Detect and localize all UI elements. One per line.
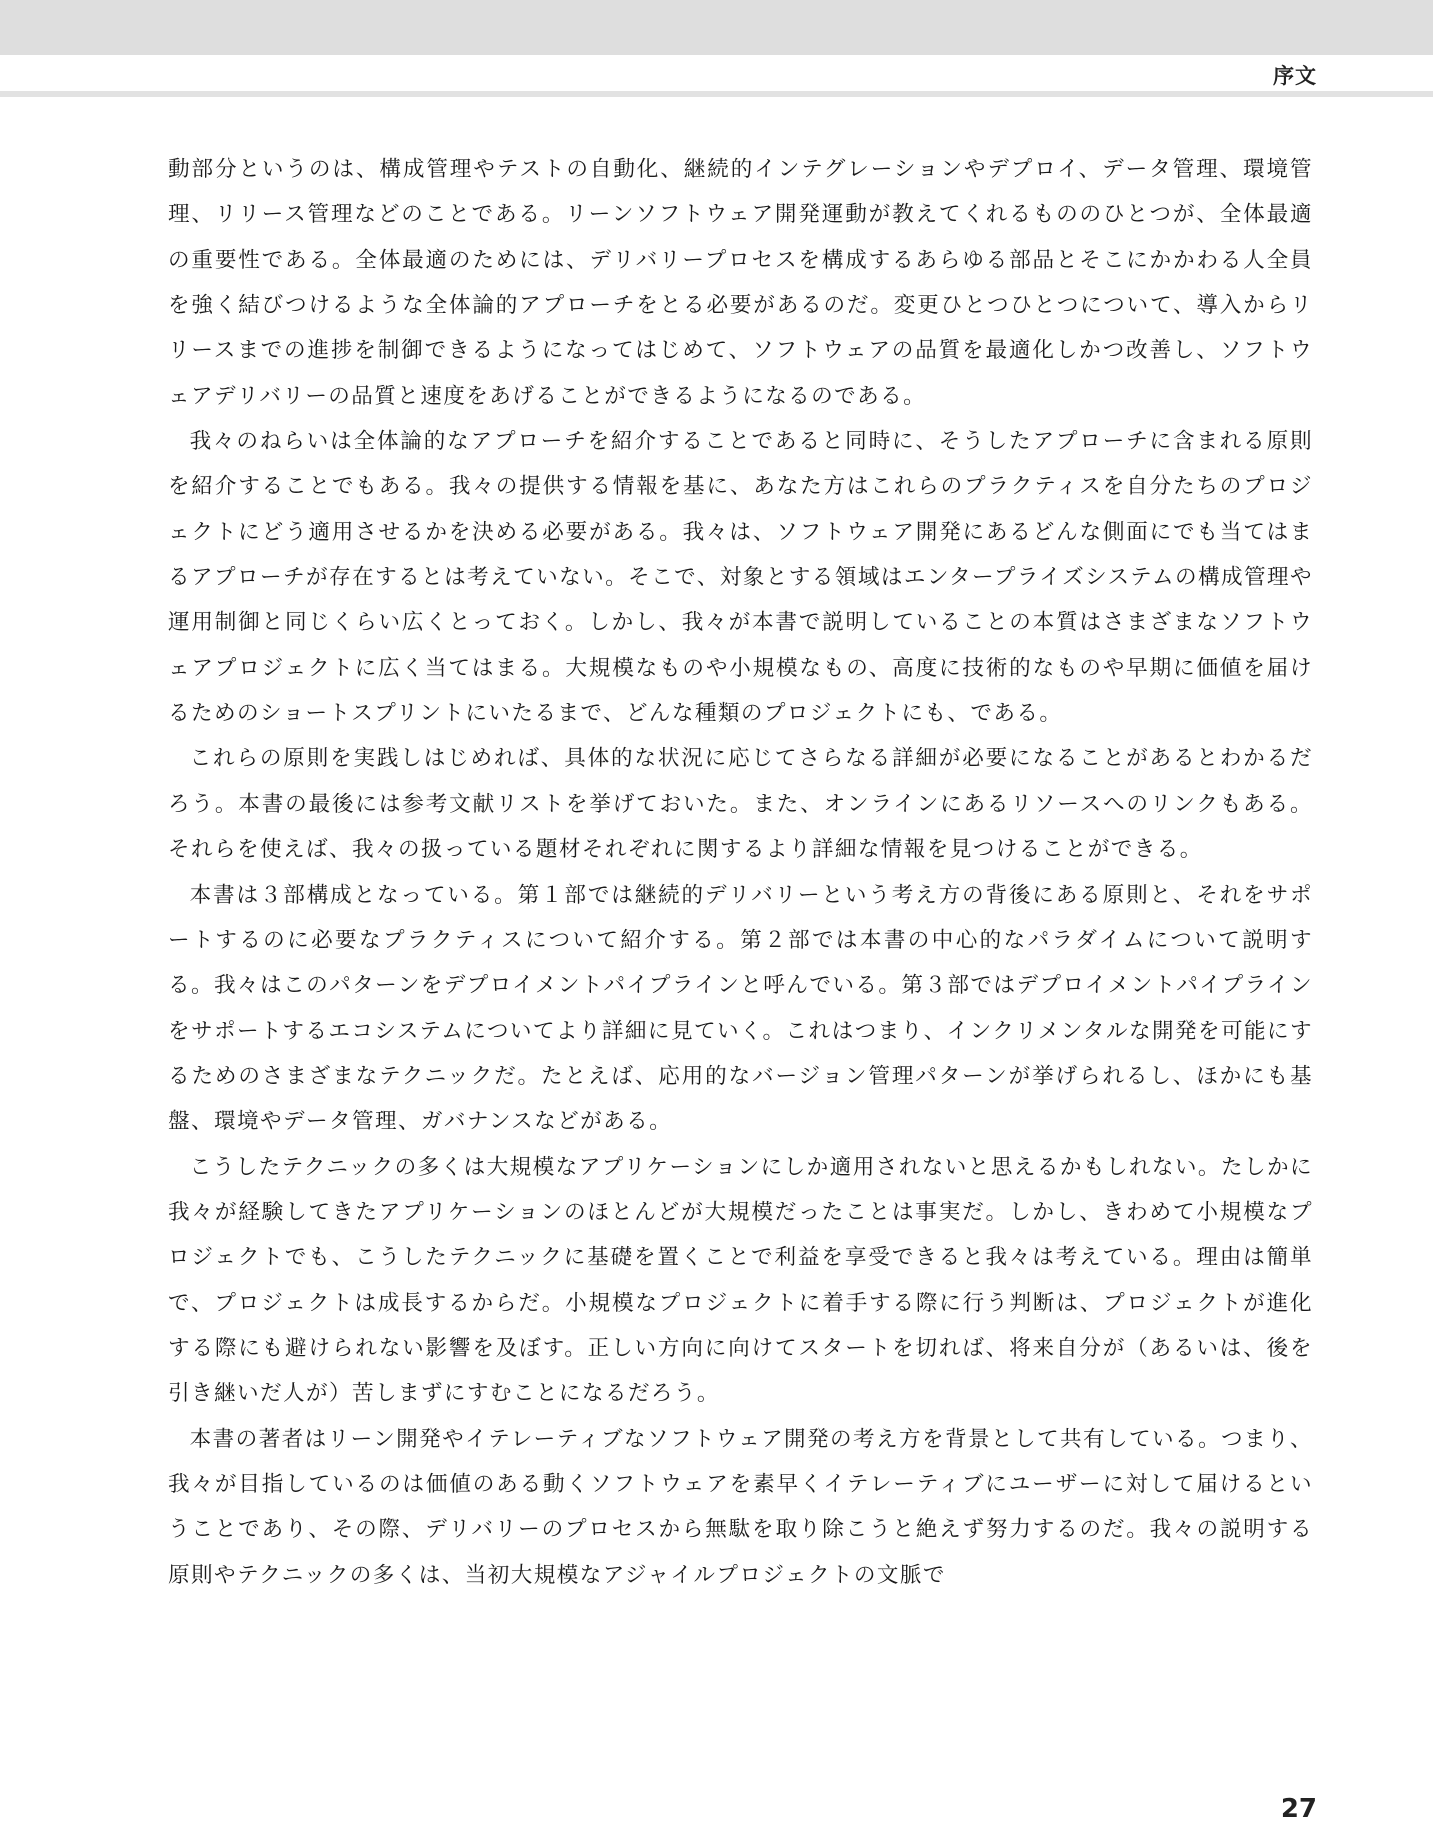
paragraph-1: 動部分というのは、構成管理やテストの自動化、継続的インテグレーションやデプロイ、データ管理、環境管理、リリース管理などのことである。リーンソフトウェア開発運動が教えてくれるもののひとつが、全体最適の重要性である。全体最適のためには、デリバリープロセスを構成するあらゆる部品とそこにかかわる人全員を強く結びつけるような全体論的アプローチをとる必要があるのだ。変更ひとつひとつについて、導入からリリースまでの進捗を制御できるようになってはじめて、ソフトウェアの品質を最適化しかつ改善し、ソフトウェアデリバリーの品質と速度をあげることができるようになるのである。	[168, 157, 1313, 409]
paragraph-6: 本書の著者はリーン開発やイテレーティブなソフトウェア開発の考え方を背景として共有している。つまり、我々が目指しているのは価値のある動くソフトウェアを素早くイテレーティブにユーザーに対して届けるということであり、その際、デリバリーのプロセスから無駄を取り除こうと絶えず努力するのだ。我々の説明する原則やテクニックの多くは、当初大規模なアジャイルプロジェクトの文脈で	[168, 1426, 1313, 1588]
paragraph-4: 本書は３部構成となっている。第１部では継続的デリバリーという考え方の背後にある原則と、それをサポートするのに必要なプラクティスについて紹介する。第２部では本書の中心的なパラダイムについて説明する。我々はこのパターンをデプロイメントパイプラインと呼んでいる。第３部ではデプロイメントパイプラインをサポートするエコシステムについてより詳細に見ていく。これはつまり、インクリメンタルな開発を可能にするためのさまざまなテクニックだ。たとえば、応用的なバージョン管理パターンが挙げられるし、ほかにも基盤、環境やデータ管理、ガバナンスなどがある。	[168, 882, 1313, 1135]
running-head-title: 序文	[1273, 64, 1317, 88]
header-band	[0, 0, 1433, 55]
paragraph-2: 我々のねらいは全体論的なアプローチを紹介することであると同時に、そうしたアプローチに含まれる原則を紹介することでもある。我々の提供する情報を基に、あなた方はこれらのプラクティスを自分たちのプロジェクトにどう適用させるかを決める必要がある。我々は、ソフトウェア開発にあるどんな側面にでも当てはまるアプローチが存在するとは考えていない。そこで、対象とする領域はエンタープライズシステムの構成管理や運用制御と同じくらい広くとっておく。しかし、我々が本書で説明していることの本質はさまざまなソフトウェアプロジェクトに広く当てはまる。大規模なものや小規模なもの、高度に技術的なものや早期に価値を届けるためのショートスプリントにいたるまで、どんな種類のプロジェクトにも、である。	[168, 429, 1313, 727]
page-number: 27	[1280, 1794, 1317, 1824]
body-text	[168, 147, 1313, 1598]
paragraph-3: これらの原則を実践しはじめれば、具体的な状況に応じてさらなる詳細が必要になることがあるとわかるだろう。本書の最後には参考文献リストを挙げておいた。また、オンラインにあるリソースへのリンクもある。それらを使えば、我々の扱っている題材それぞれに関するより詳細な情報を見つけることができる。	[168, 746, 1313, 863]
paragraph-5: こうしたテクニックの多くは大規模なアプリケーションにしか適用されないと思えるかもしれない。たしかに我々が経験してきたアプリケーションのほとんどが大規模だったことは事実だ。しかし、きわめて小規模なプロジェクトでも、こうしたテクニックに基礎を置くことで利益を享受できると我々は考えている。理由は簡単で、プロジェクトは成長するからだ。小規模なプロジェクトに着手する際に行う判断は、プロジェクトが進化する際にも避けられない影響を及ぼす。正しい方向に向けてスタートを切れば、将来自分が（あるいは、後を引き継いだ人が）苦しまずにすむことになるだろう。	[168, 1154, 1313, 1407]
header-rule	[0, 91, 1433, 97]
